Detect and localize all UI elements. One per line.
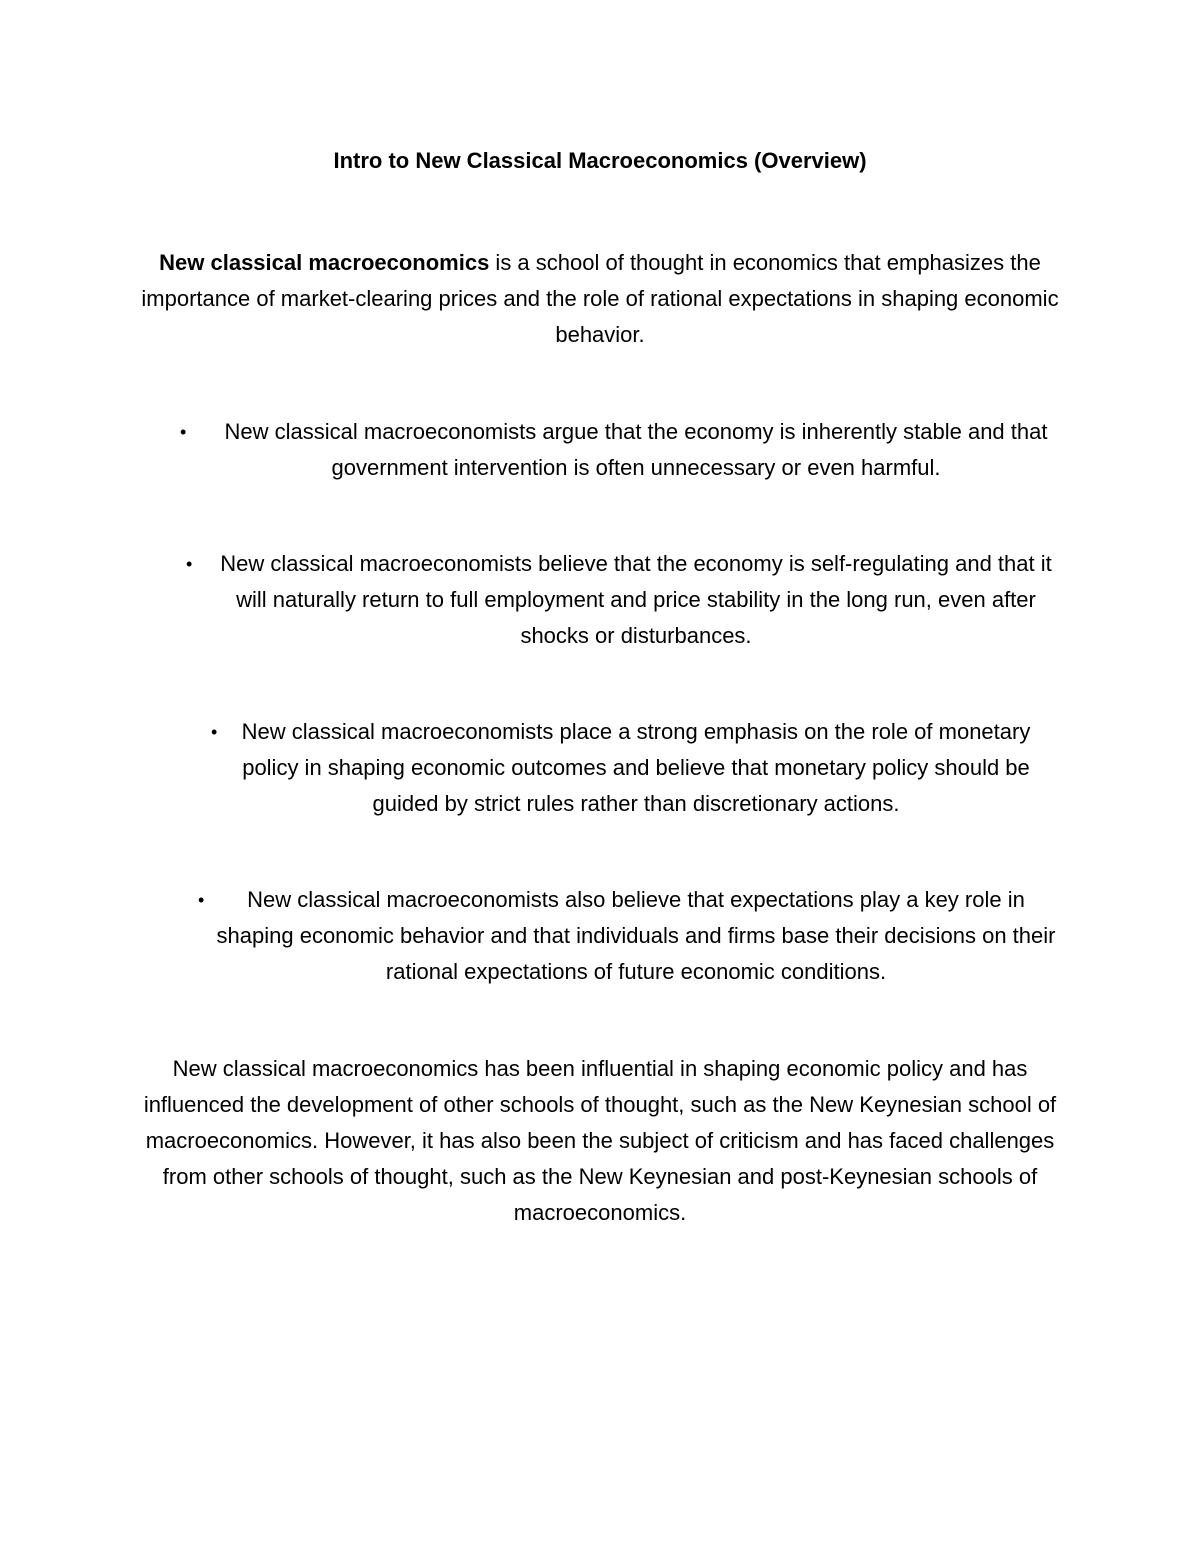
bullet-item — [180, 414, 1060, 486]
bullet-text: New classical macroeconomists argue that the economy is inherently stable and that government intervention is often unnecessary or even harmful. — [224, 419, 1048, 480]
bullet-item — [211, 714, 1057, 822]
bullet-marker: • — [211, 722, 218, 742]
bullet-marker: • — [186, 554, 193, 574]
intro-text: is a school of thought in economics that emphasizes the importance of market-clearing prices and the role of rational expectations in shaping economic behavior. — [141, 250, 1059, 347]
bullet-text: New classical macroeconomists place a strong emphasis on the role of monetary policy in shaping economic outcomes and believe that monetary policy should be guided by strict rules rather than discretionary actions. — [241, 719, 1031, 816]
bullet-item — [198, 882, 1060, 990]
closing-paragraph: New classical macroeconomics has been influential in shaping economic policy and has influenced the development of other schools of thought, such as the New Keynesian school of macroeconomics. However, it has also been the subject of criticism and has faced challenges from other schools of thought, such as the New Keynesian and post-Keynesian schools of macroeconomics. — [143, 1056, 1057, 1225]
bullet-item — [186, 546, 1060, 654]
bullet-marker: • — [198, 890, 205, 910]
bullet-text: New classical macroeconomists believe that the economy is self-regulating and that it will naturally return to full employment and price stability in the long run, even after shocks or disturbances. — [220, 551, 1052, 648]
intro-term: New classical macroeconomics — [159, 250, 490, 275]
bullet-text: New classical macroeconomists also believe that expectations play a key role in shaping economic behavior and that individuals and firms base their decisions on their rational expectations of future economic conditions. — [216, 887, 1056, 984]
document-title: Intro to New Classical Macroeconomics (Overview) — [333, 148, 867, 173]
bullet-marker: • — [180, 422, 187, 442]
intro-paragraph — [140, 245, 1060, 353]
